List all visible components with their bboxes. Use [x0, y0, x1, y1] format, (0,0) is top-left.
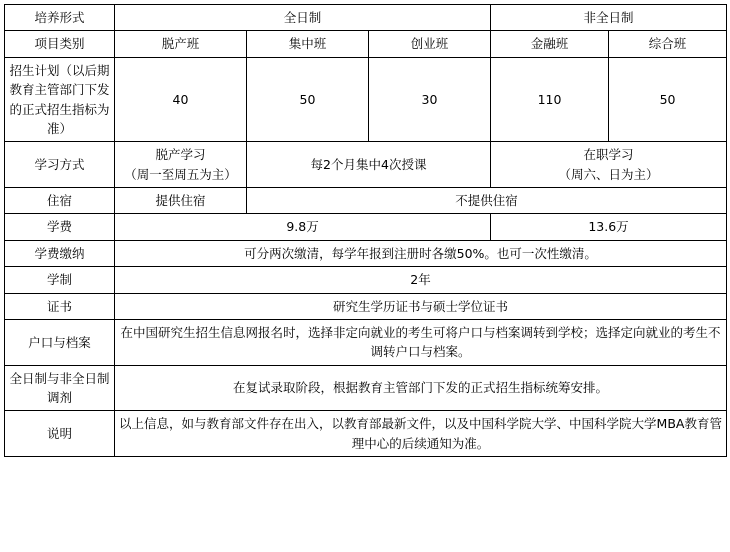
cell-enrollment-plan-2: 30 [369, 57, 491, 142]
row-label-tuition: 学费 [5, 214, 115, 240]
table-row [5, 293, 727, 319]
table-row [5, 365, 727, 411]
table-row [5, 188, 727, 214]
table-row [5, 31, 727, 57]
row-label-accommodation: 住宿 [5, 188, 115, 214]
table-row [5, 411, 727, 457]
cell-line: （周六、日为主） [558, 166, 659, 182]
cell-program-category-1: 集中班 [247, 31, 369, 57]
cell-schooling-length-0: 2年 [115, 267, 727, 293]
table-row [5, 267, 727, 293]
cell-study-mode-2 [491, 142, 727, 188]
row-label-training-format: 培养形式 [5, 5, 115, 31]
table-body [5, 5, 727, 457]
cell-accommodation-1: 不提供住宿 [247, 188, 727, 214]
table-row [5, 319, 727, 365]
row-label-tuition-payment: 学费缴纳 [5, 240, 115, 266]
row-label-certificate: 证书 [5, 293, 115, 319]
cell-line: 脱产学习 [155, 147, 206, 163]
row-label-hukou-and-file: 户口与档案 [5, 319, 115, 365]
cell-line: （周一至周五为主） [124, 166, 237, 182]
table-row [5, 142, 727, 188]
cell-line: 在职学习 [583, 147, 634, 163]
row-label-enrollment-plan: 招生计划（以后期教育主管部门下发的正式招生指标为准） [5, 57, 115, 142]
cell-enrollment-plan-3: 110 [491, 57, 609, 142]
row-label-study-mode: 学习方式 [5, 142, 115, 188]
row-label-notes: 说明 [5, 411, 115, 457]
cell-program-category-3: 金融班 [491, 31, 609, 57]
row-label-schooling-length: 学制 [5, 267, 115, 293]
cell-program-category-0: 脱产班 [115, 31, 247, 57]
cell-hukou-and-file-0: 在中国研究生招生信息网报名时，选择非定向就业的考生可将户口与档案调转到学校；选择定向就业的考生不调转户口与档案。 [115, 319, 727, 365]
table-row [5, 240, 727, 266]
cell-tuition-1: 13.6万 [491, 214, 727, 240]
cell-program-category-2: 创业班 [369, 31, 491, 57]
cell-program-category-4: 综合班 [609, 31, 727, 57]
cell-study-mode-1: 每2个月集中4次授课 [247, 142, 491, 188]
row-label-full-part-time-adjustment: 全日制与非全日制调剂 [5, 365, 115, 411]
cell-notes-0: 以上信息，如与教育部文件存在出入，以教育部最新文件，以及中国科学院大学、中国科学院大学MBA教育管理中心的后续通知为准。 [115, 411, 727, 457]
table-row [5, 5, 727, 31]
cell-enrollment-plan-4: 50 [609, 57, 727, 142]
table-row [5, 214, 727, 240]
row-label-program-category: 项目类别 [5, 31, 115, 57]
cell-enrollment-plan-1: 50 [247, 57, 369, 142]
cell-training-format-1: 非全日制 [491, 5, 727, 31]
table-row [5, 57, 727, 142]
cell-certificate-0: 研究生学历证书与硕士学位证书 [115, 293, 727, 319]
cell-accommodation-0: 提供住宿 [115, 188, 247, 214]
cell-tuition-payment-0: 可分两次缴清，每学年报到注册时各缴50%。也可一次性缴清。 [115, 240, 727, 266]
cell-training-format-0: 全日制 [115, 5, 491, 31]
cell-full-part-time-adjustment-0: 在复试录取阶段，根据教育主管部门下发的正式招生指标统筹安排。 [115, 365, 727, 411]
cell-tuition-0: 9.8万 [115, 214, 491, 240]
cell-study-mode-0 [115, 142, 247, 188]
admissions-info-table [4, 4, 727, 457]
cell-enrollment-plan-0: 40 [115, 57, 247, 142]
